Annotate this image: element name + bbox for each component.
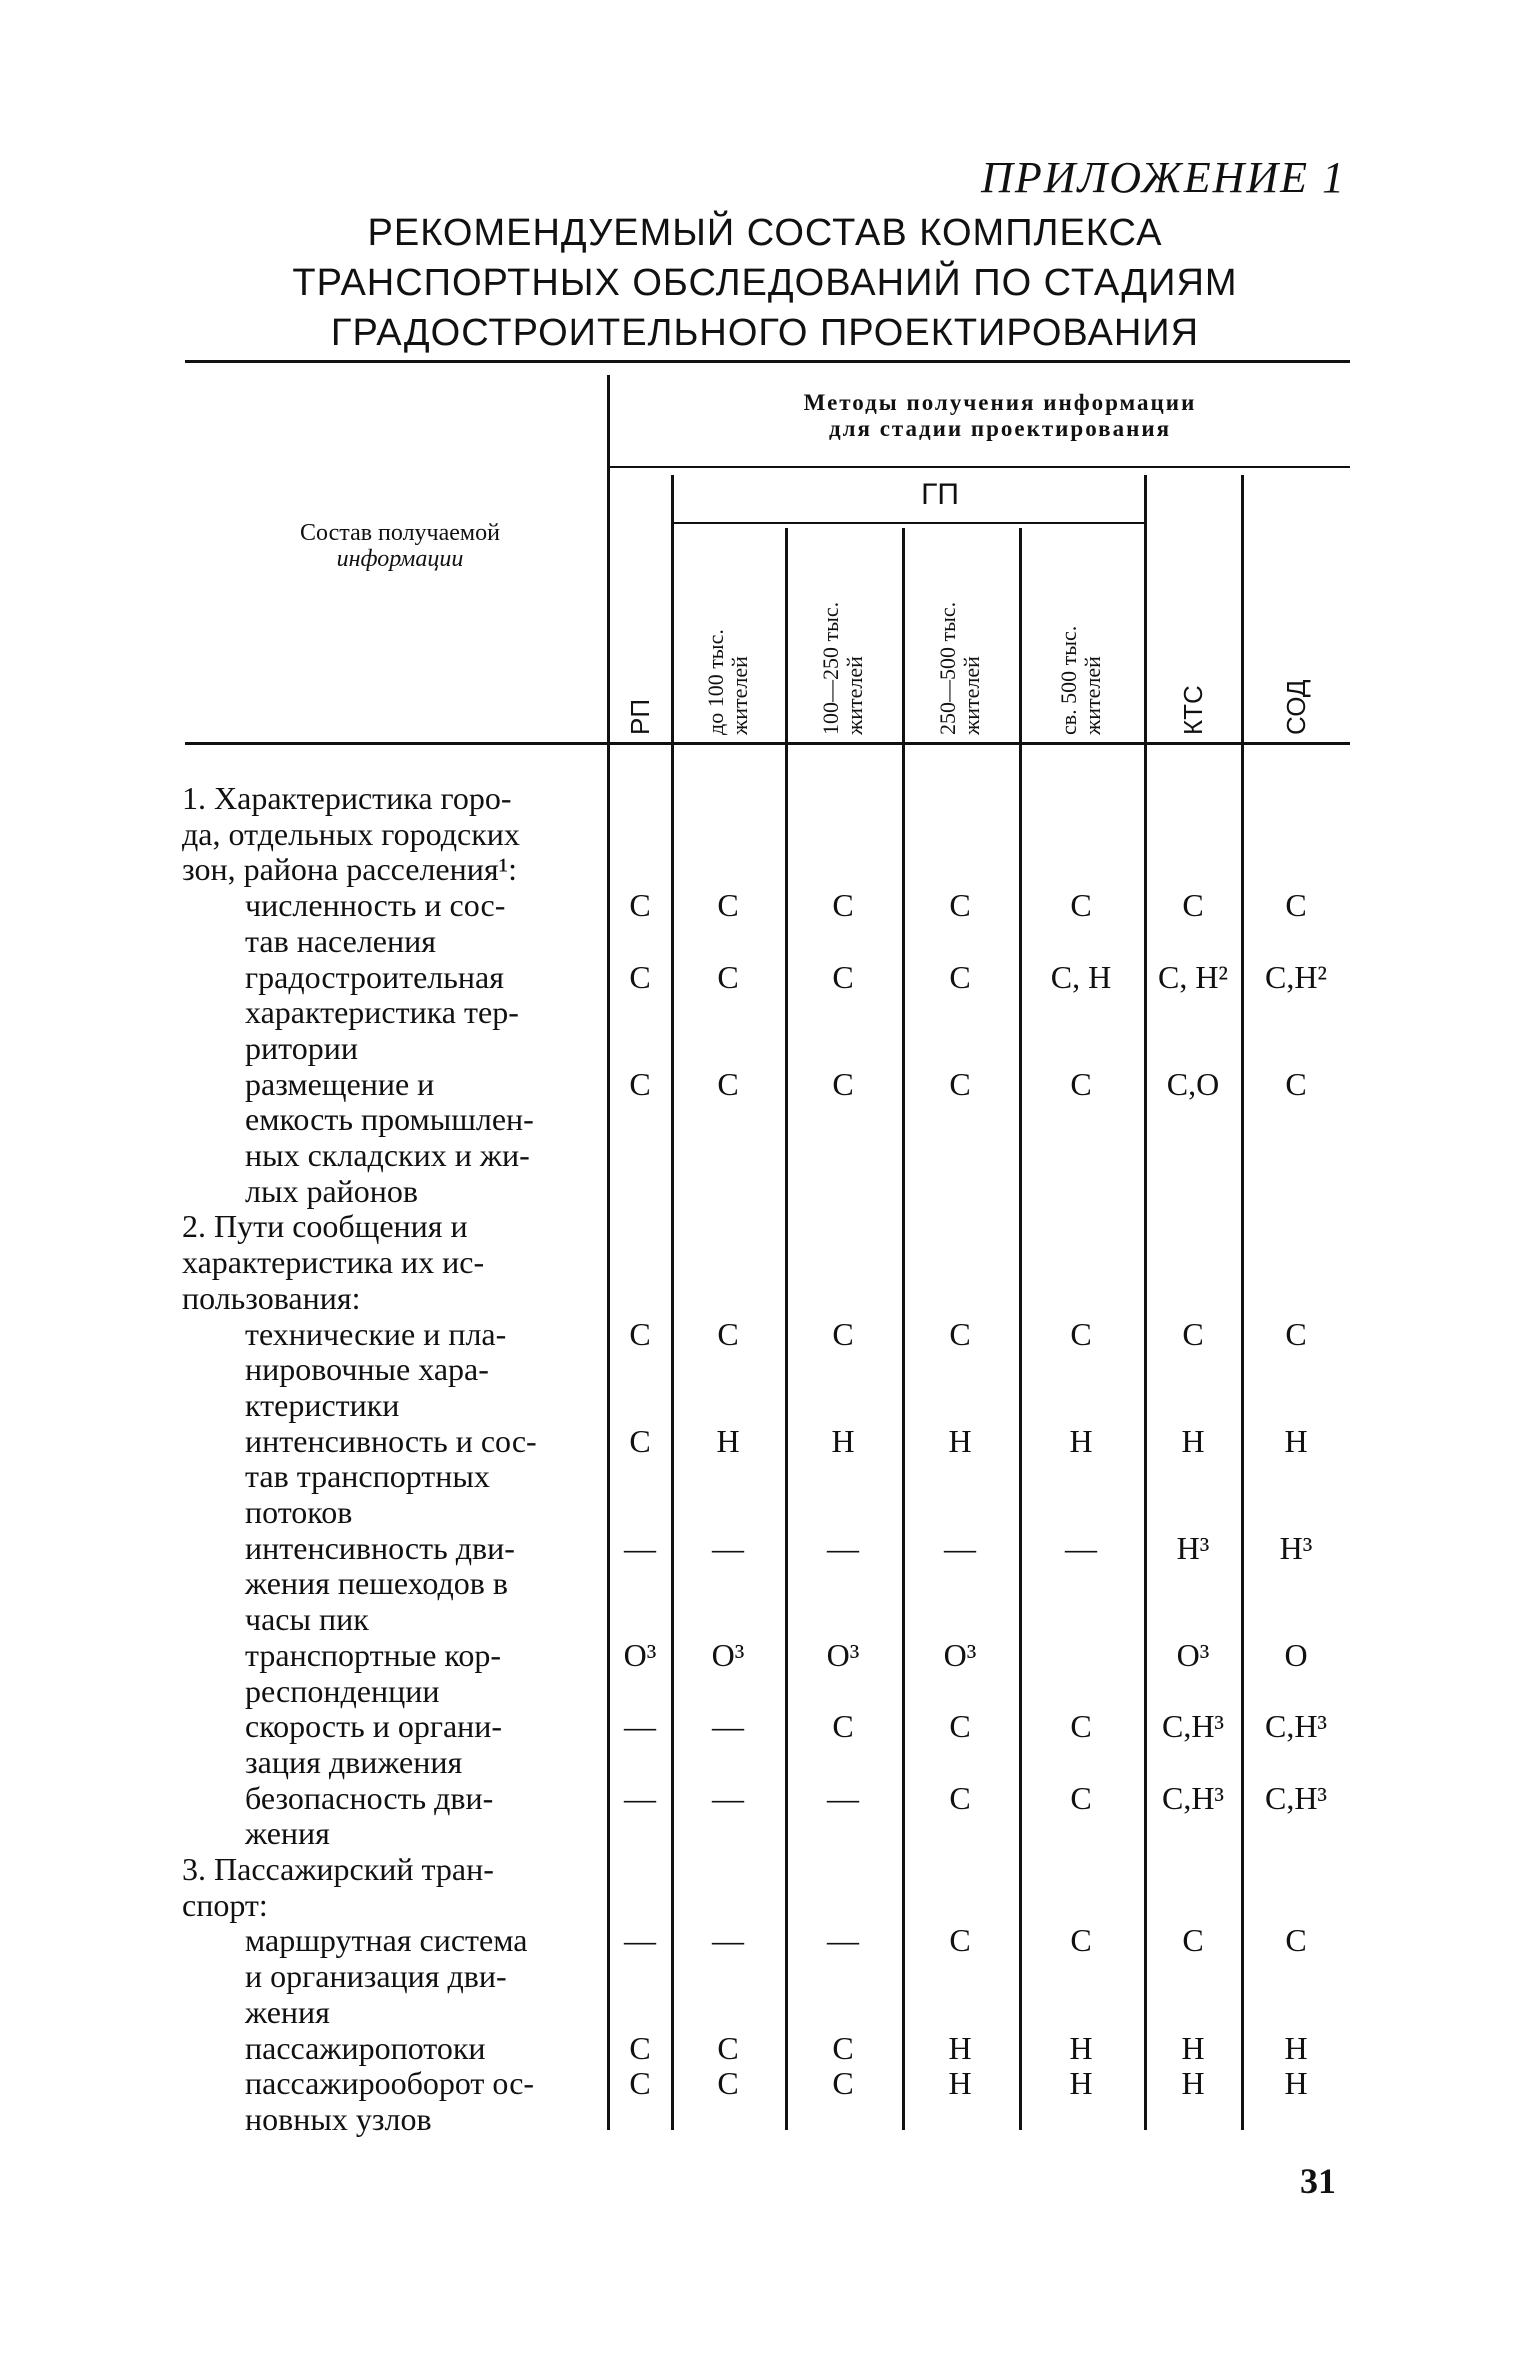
table-cell: С [832, 1315, 854, 1352]
table-cell: С,Н³ [1161, 1708, 1225, 1745]
table-cell: С, Н² [1157, 958, 1229, 995]
row-label-line: нировочные хара- [245, 1351, 489, 1388]
table-cell: Н [1069, 1422, 1093, 1459]
row-label-line: лых районов [245, 1172, 419, 1209]
title-line: ГРАДОСТРОИТЕЛЬНОГО ПРОЕКТИРОВАНИЯ [330, 312, 1200, 354]
row-label-line: да, отдельных городских [182, 815, 520, 852]
table-cell: Н [1284, 2065, 1308, 2102]
table-cell: Н [948, 1422, 972, 1459]
table-cell: С [832, 2065, 854, 2102]
row-label-line: и организация дви- [245, 1958, 507, 1995]
row-label-line: 3. Пассажирский тран- [182, 1851, 494, 1887]
column-header [600, 495, 680, 735]
table-cell: С [717, 1065, 739, 1102]
table-cell: — [624, 1529, 656, 1566]
table-cell: С [949, 1065, 971, 1102]
table-cell: — [624, 1779, 656, 1816]
row-label-line: 2. Пути сообщения и [182, 1208, 468, 1245]
table-cell: — [624, 1922, 656, 1959]
table-cell: Н [948, 2029, 972, 2066]
table-cell: — [827, 1529, 859, 1566]
table-cell: С [949, 1779, 971, 1816]
table-cell: С [1285, 1065, 1307, 1102]
table-cell: С,Н² [1264, 958, 1328, 995]
gp-header: ГП [921, 478, 959, 511]
row-label-line: интенсивность дви- [245, 1529, 515, 1566]
row-label-line: зон, района расселения¹: [182, 851, 518, 888]
table-cell: Н [948, 2065, 972, 2102]
table-cell: Н [1181, 1422, 1205, 1459]
header-bottom-rule [185, 742, 1350, 745]
info-column-header [190, 520, 610, 572]
table-cell: С [629, 1422, 651, 1459]
table-cell: С [1070, 1315, 1092, 1352]
column-header-line: жителей [1080, 656, 1105, 735]
table-cell: С [1285, 887, 1307, 924]
column-divider [1019, 528, 1022, 2130]
table-cell: С [629, 887, 651, 924]
row-label-line: 1. Характеристика горо- [182, 780, 512, 816]
column-header-line: 100—250 тыс. [818, 601, 843, 735]
table-cell: С [629, 1065, 651, 1102]
table-cell: С [1070, 1922, 1092, 1959]
column-header [1256, 495, 1336, 735]
title-line: ТРАНСПОРТНЫХ ОБСЛЕДОВАНИЙ ПО СТАДИЯМ [292, 262, 1238, 304]
info-header-line: информации [336, 546, 464, 572]
column-header-line: 250—500 тыс. [935, 601, 960, 735]
table-cell: Н [1284, 2029, 1308, 2066]
row-label-line: ритории [245, 1029, 358, 1066]
table-cell: С [1070, 1779, 1092, 1816]
table-cell: С,Н³ [1264, 1708, 1328, 1745]
table-cell: С [832, 1065, 854, 1102]
row-label-line: безопасность дви- [245, 1779, 494, 1816]
table-cell: С [1070, 1065, 1092, 1102]
row-label-line: пассажирооборот ос- [245, 2065, 535, 2102]
row-label-line: жения [245, 1993, 330, 2030]
row-label-line: пассажиропотоки [245, 2029, 486, 2066]
table-cell: С [1070, 1708, 1092, 1745]
table-cell: С [949, 1922, 971, 1959]
table-cell: С [629, 1315, 651, 1352]
row-label-line: спорт: [182, 1886, 268, 1923]
table-cell: С [1285, 1922, 1307, 1959]
table-cell: С [832, 887, 854, 924]
row-label-line: скорость и органи- [245, 1708, 503, 1745]
table-cell: — [827, 1779, 859, 1816]
table-cell: — [1065, 1529, 1097, 1566]
table-cell: С,О [1166, 1065, 1220, 1102]
table-cell: Н [716, 1422, 740, 1459]
table-cell: — [712, 1529, 744, 1566]
table-cell: С [717, 2029, 739, 2066]
table-cell: С [717, 887, 739, 924]
row-label-line: новных узлов [245, 2100, 432, 2137]
row-label-line: емкость промышлен- [245, 1101, 534, 1138]
row-label-line: жения [245, 1815, 330, 1852]
table-cell: — [827, 1922, 859, 1959]
row-label-line: градостроительная [245, 958, 504, 995]
table-cell: — [712, 1922, 744, 1959]
table-cell: С [629, 2065, 651, 2102]
table-cell: Н³ [1279, 1529, 1313, 1566]
table-cell: — [624, 1708, 656, 1745]
table-cell: С [832, 1708, 854, 1745]
table-cell: С [1182, 1922, 1204, 1959]
row-label-line: численность и сос- [245, 887, 506, 924]
table-cell: С [629, 958, 651, 995]
column-divider [1144, 475, 1147, 2130]
row-label-line: жения пешеходов в [245, 1565, 508, 1602]
table-cell: — [944, 1529, 976, 1566]
table-cell: С [717, 1315, 739, 1352]
table-cell: — [712, 1708, 744, 1745]
table-cell: О [1284, 1636, 1308, 1673]
row-label-line: транспортные кор- [245, 1636, 501, 1673]
row-label-line: размещение и [245, 1065, 435, 1102]
row-label-line: маршрутная система [245, 1922, 528, 1959]
column-header [1153, 495, 1233, 735]
column-header [803, 495, 883, 735]
table-cell: С, Н [1050, 958, 1112, 995]
table-cell: С [949, 958, 971, 995]
column-header-line: СОД [1281, 679, 1311, 735]
table-cell: Н [1284, 1422, 1308, 1459]
row-label-line: тав населения [245, 922, 436, 959]
methods-header-line: для стадии проектирования [828, 416, 1172, 441]
table-cell: О³ [711, 1636, 745, 1673]
table-cell: С [717, 2065, 739, 2102]
methods-header-line: Методы получения информации [803, 390, 1197, 415]
table-cell: С [949, 1708, 971, 1745]
column-header-line: до 100 тыс. [703, 629, 728, 735]
row-label-line: ных складских и жи- [245, 1137, 530, 1173]
row-label-line: пользования: [182, 1279, 361, 1316]
row-label-line: часы пик [245, 1601, 369, 1638]
column-header-line: жителей [842, 656, 867, 735]
table-cell: Н [1069, 2029, 1093, 2066]
table-cell: Н [831, 1422, 855, 1459]
table-cell: С [949, 887, 971, 924]
table-cell: О³ [623, 1636, 657, 1673]
table-cell: С,Н³ [1161, 1779, 1225, 1816]
column-header-line: РП [625, 698, 655, 735]
row-label-line: ктеристики [245, 1386, 400, 1423]
table-cell: С [1070, 887, 1092, 924]
info-header-line: Состав получаемой [300, 520, 500, 546]
column-header-line: жителей [959, 656, 984, 735]
table-cell: Н³ [1176, 1529, 1210, 1566]
column-header-line: св. 500 тыс. [1056, 625, 1081, 735]
methods-header-rule [608, 466, 1350, 468]
table-cell: О³ [826, 1636, 860, 1673]
table-top-rule [185, 360, 1350, 363]
table-cell: Н [1069, 2065, 1093, 2102]
column-header-line: жителей [727, 656, 752, 735]
row-label-line: респонденции [245, 1672, 440, 1709]
table-cell: С [949, 1315, 971, 1352]
table-cell: С [832, 958, 854, 995]
row-label-line: потоков [245, 1494, 353, 1530]
column-header-line: КТС [1178, 685, 1208, 735]
column-header [920, 495, 1000, 735]
table-cell: С [1285, 1315, 1307, 1352]
table-cell: С [1182, 1315, 1204, 1352]
table-cell: — [712, 1779, 744, 1816]
row-label-line: характеристика тер- [245, 994, 519, 1031]
page-title [180, 208, 1350, 358]
title-line: РЕКОМЕНДУЕМЫЙ СОСТАВ КОМПЛЕКСА [367, 212, 1163, 254]
table-cell: О³ [1176, 1636, 1210, 1673]
table-cell: Н [1181, 2029, 1205, 2066]
column-divider [1241, 475, 1244, 2130]
table-cell: О³ [943, 1636, 977, 1673]
table-cell: С [629, 2029, 651, 2066]
appendix-label: ПРИЛОЖЕНИЕ 1 [981, 153, 1346, 202]
methods-header [700, 390, 1300, 442]
table-cell: Н [1181, 2065, 1205, 2102]
row-label-line: тав транспортных [245, 1458, 490, 1495]
row-label-line: технические и пла- [245, 1315, 507, 1352]
row-label-line: зация движения [245, 1743, 463, 1780]
column-header [1041, 495, 1121, 735]
table-cell: С [1182, 887, 1204, 924]
row-label-line: характеристика их ис- [182, 1244, 485, 1281]
table-cell: С,Н³ [1264, 1779, 1328, 1816]
page-number: 31 [1300, 2161, 1336, 2201]
column-header [688, 495, 768, 735]
table-cell: С [832, 2029, 854, 2066]
row-label-line: интенсивность и сос- [245, 1422, 537, 1459]
table-cell: С [717, 958, 739, 995]
